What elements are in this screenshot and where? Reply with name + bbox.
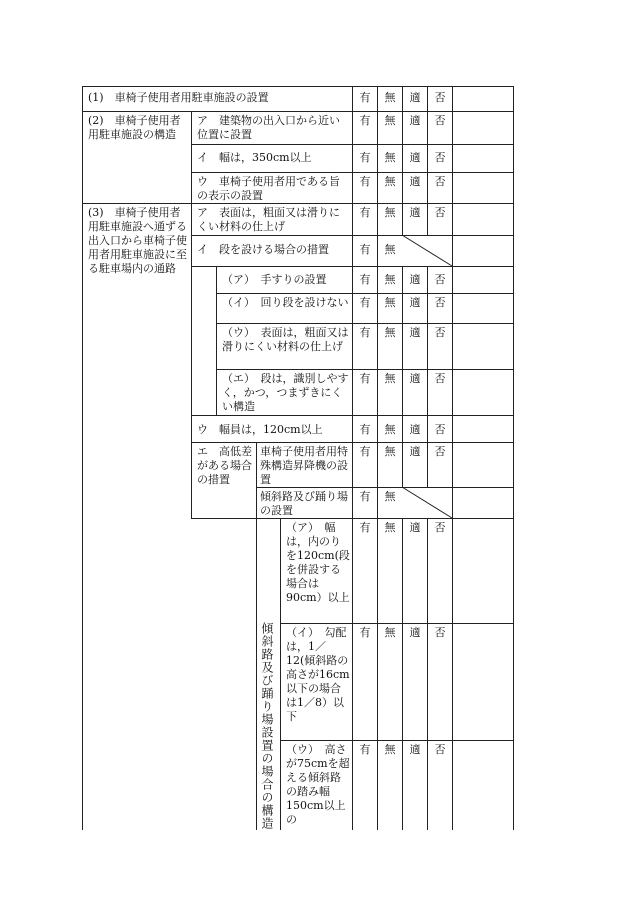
mark-ng: 否 [434,372,446,385]
mark-no: 無 [384,91,396,104]
mark-yes: 有 [359,626,371,639]
mark-ng: 否 [434,743,446,756]
mark-no: 無 [384,490,396,503]
mark-yes: 有 [359,273,371,286]
mark-no: 無 [384,521,396,534]
mark-ng: 否 [434,296,446,309]
s3-i-sub-a: （ア） 手すりの設置 [222,273,327,286]
mark-no: 無 [384,296,396,309]
mark-no: 無 [384,372,396,385]
mark-no: 無 [384,423,396,436]
mark-ok: 適 [409,151,421,164]
s3-item-i: イ 段を設ける場合の措置 [197,243,329,256]
mark-ok: 適 [409,521,421,534]
mark-ok: 適 [409,626,421,639]
mark-ng: 否 [434,326,446,339]
mark-ok: 適 [409,743,421,756]
mark-ok: 適 [409,372,421,385]
s2-item-i: イ 幅は，350cm以上 [197,151,312,164]
mark-yes: 有 [359,206,371,219]
mark-ok: 適 [409,175,421,188]
ramp-item-a: （ア） 幅は，内のりを120cm(段を併設する場合は90cm）以上 [286,521,350,604]
mark-ng: 否 [434,206,446,219]
mark-yes: 有 [359,296,371,309]
mark-yes: 有 [359,743,371,756]
s3-e-ramp: 傾斜路及び踊り場の設置 [260,490,348,517]
s3-item-a: ア 表面は，粗面又は滑りにくい材料の仕上げ [197,206,340,233]
mark-no: 無 [384,175,396,188]
mark-no: 無 [384,326,396,339]
mark-yes: 有 [359,151,371,164]
mark-ok: 適 [409,273,421,286]
mark-ok: 適 [409,445,421,458]
mark-no: 無 [384,151,396,164]
mark-no: 無 [384,445,396,458]
s2-item-u: ウ 車椅子使用者用である旨の表示の設置 [197,175,340,202]
mark-ng: 否 [434,521,446,534]
mark-ok: 適 [409,296,421,309]
section-3-label: (3) 車椅子使用者用駐車施設へ通ずる出入口から車椅子使用者用駐車施設に至る駐車場内の通路 [88,206,187,275]
mark-ok: 適 [409,91,421,104]
mark-no: 無 [384,206,396,219]
section-2-label: (2) 車椅子使用者用駐車施設の構造 [88,114,181,141]
mark-ok: 適 [409,423,421,436]
mark-yes: 有 [359,521,371,534]
mark-ok: 適 [409,114,421,127]
mark-yes: 有 [359,326,371,339]
mark-ng: 否 [434,423,446,436]
na-diagonal [402,487,452,518]
s3-i-sub-u: （ウ） 表面は，粗面又は滑りにくい材料の仕上げ [222,326,349,353]
mark-yes: 有 [359,114,371,127]
mark-yes: 有 [359,243,371,256]
mark-yes: 有 [359,423,371,436]
mark-ng: 否 [434,626,446,639]
mark-ng: 否 [434,175,446,188]
mark-ng: 否 [434,114,446,127]
mark-no: 無 [384,114,396,127]
mark-ok: 適 [409,326,421,339]
mark-yes: 有 [359,175,371,188]
mark-ok: 適 [409,206,421,219]
s3-e-lift: 車椅子使用者用特殊構造昇降機の設置 [260,445,348,486]
ramp-item-u: （ウ） 高さが75cmを超える傾斜路の踏み幅150cm以上の [286,743,350,826]
mark-no: 無 [384,626,396,639]
ramp-structure-label: 傾斜路及び踊り場設置の場合の構造 [260,622,274,830]
mark-yes: 有 [359,91,371,104]
mark-yes: 有 [359,372,371,385]
s3-i-sub-i: （イ） 回り段を設けない [222,296,349,309]
ramp-item-i: （イ） 勾配は，1／12(傾斜路の高さが16cm以下の場合は1／8）以下 [286,626,350,723]
mark-no: 無 [384,243,396,256]
mark-ng: 否 [434,151,446,164]
mark-ng: 否 [434,91,446,104]
mark-ng: 否 [434,273,446,286]
mark-ng: 否 [434,445,446,458]
mark-yes: 有 [359,490,371,503]
mark-no: 無 [384,273,396,286]
mark-no: 無 [384,743,396,756]
s2-item-a: ア 建築物の出入口から近い位置に設置 [197,114,340,141]
s3-item-u: ウ 幅員は，120cm以上 [197,423,323,436]
na-diagonal [402,235,452,266]
s3-i-sub-e: （エ） 段は，識別しやすく，かつ，つまずきにくい構造 [222,372,349,413]
mark-yes: 有 [359,445,371,458]
section-1-label: (1) 車椅子使用者用駐車施設の設置 [88,91,269,104]
s3-item-e: エ 高低差がある場合の措置 [197,445,252,486]
